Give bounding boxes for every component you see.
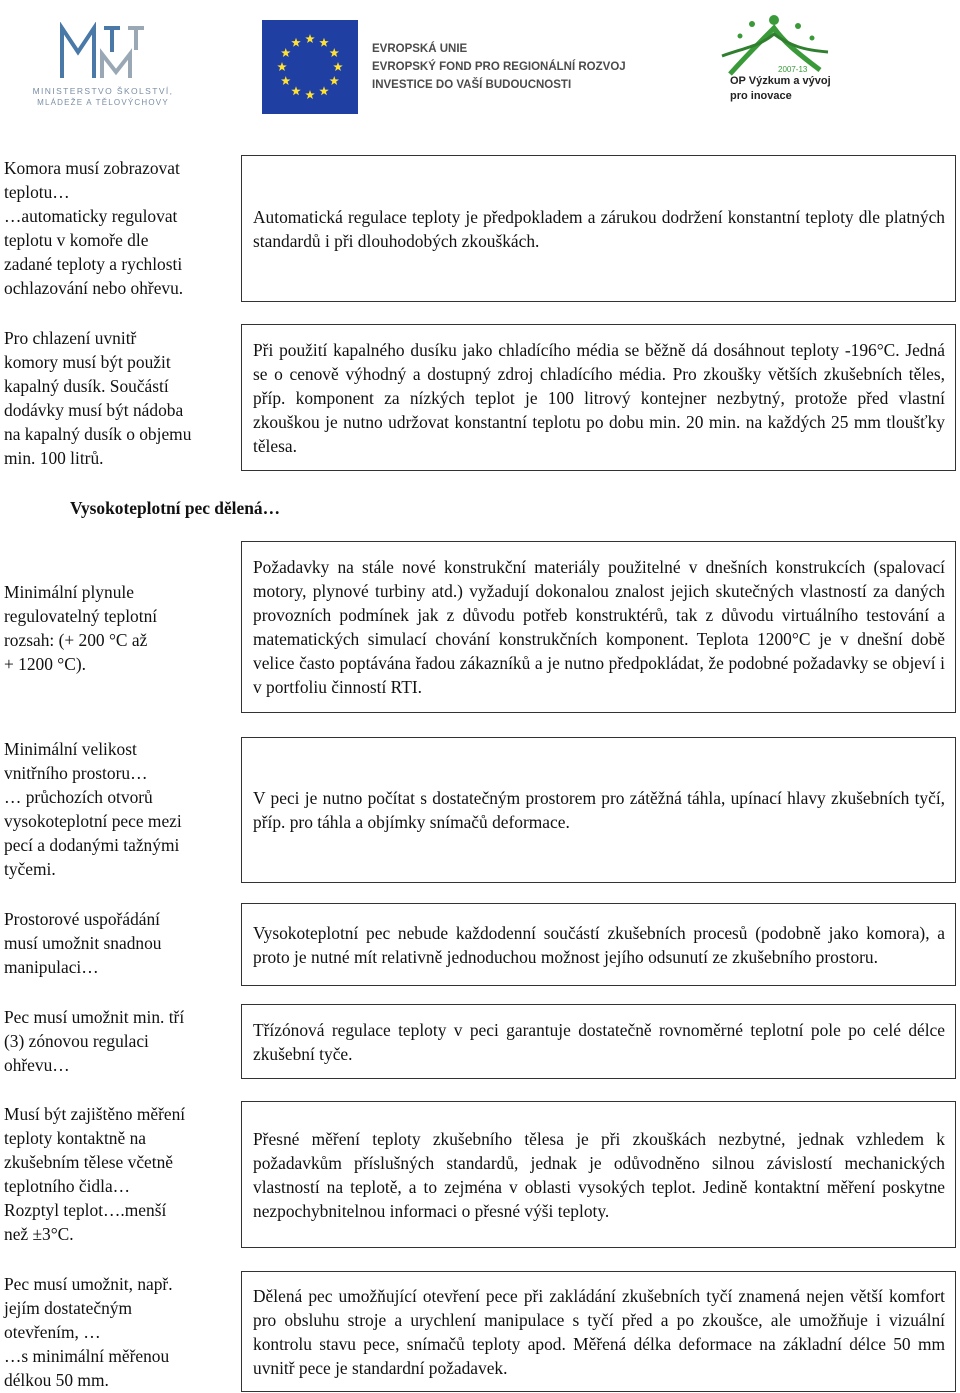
explanation-box xyxy=(241,1271,956,1392)
label-line: Minimální velikost xyxy=(4,739,137,759)
op-figure-icon xyxy=(700,12,840,76)
label-line: Prostorové uspořádání xyxy=(4,909,161,929)
label-line: vysokoteplotní pece mezi xyxy=(4,811,182,831)
label-line: rozsah: (+ 200 °C až xyxy=(4,630,148,650)
label-line: Musí být zajištěno měření xyxy=(4,1104,186,1124)
label-line: ohřevu… xyxy=(4,1055,70,1075)
explanation-box xyxy=(241,1004,956,1079)
label-line: ochlazování nebo ohřevu. xyxy=(4,278,184,298)
explanation-text: V peci je nutno počítat s dostatečným prostorem pro zátěžná táhla, upínací hlavy zkušebních tyčí, příp. pro táhla a objímky snímačů deformace. xyxy=(253,788,945,832)
label-line: musí umožnit snadnou xyxy=(4,933,162,953)
label-line: otevřením, … xyxy=(4,1322,101,1342)
requirement-label xyxy=(4,737,230,881)
label-line: …s minimální měřenou xyxy=(4,1346,170,1366)
label-line: délkou 50 mm. xyxy=(4,1370,109,1390)
label-line: Minimální plynule xyxy=(4,582,134,602)
label-line: Pro chlazení uvnitř xyxy=(4,328,137,348)
label-line: + 1200 °C). xyxy=(4,654,86,674)
label-line: tyčemi. xyxy=(4,859,56,879)
explanation-box xyxy=(241,541,956,713)
label-line: teploty kontaktně na xyxy=(4,1128,146,1148)
explanation-text: Vysokoteplotní pec nebude každodenní součástí zkušebních procesů (podobně jako komora), a proto je nutné mít relativně jednoduchou možnost jejího odsunutí ze zkušebního prostoru. xyxy=(253,922,945,967)
label-line: regulovatelný teplotní xyxy=(4,606,158,626)
op-line2: pro inovace xyxy=(730,90,792,102)
label-line: na kapalný dusík o objemu xyxy=(4,424,192,444)
requirement-label xyxy=(4,1272,230,1392)
label-line: teplotního čidla… xyxy=(4,1176,131,1196)
eu-logo xyxy=(262,20,662,120)
label-line: dodávky musí být nádoba xyxy=(4,400,184,420)
label-line: manipulaci… xyxy=(4,957,99,977)
explanation-text: Třízónová regulace teploty v peci garantuje dostatečně rovnoměrné teplotní pole po celé délce zkušební tyče. xyxy=(253,1019,945,1064)
label-line: teplotu… xyxy=(4,182,70,202)
requirement-label xyxy=(4,1102,230,1246)
label-line: Pec musí umožnit min. tří xyxy=(4,1007,185,1027)
label-line: kapalný dusík. Součástí xyxy=(4,376,169,396)
msmt-line1: MINISTERSTVO ŠKOLSTVÍ, xyxy=(32,86,174,96)
explanation-text: Automatická regulace teploty je předpokladem a zárukou dodržení konstantní teploty dle platných standardů i při dlouhodobých zkouškách. xyxy=(253,206,945,251)
explanation-text: Dělená pec umožňující otevření pece při zakládání zkušebních tyčí znamená nejen větší komfort pro obsluhu stroje a urychlení manipulace s tyčí před a po zkoušce, ale umožňuje i vizuální kontrolu stavu pece, snímačů teploty apod. Měřená délka deformace na základní délce 50 mm uvnitř pece je standardní požadavek. xyxy=(253,1285,945,1378)
requirement-label xyxy=(4,580,230,676)
label-line: teplotu v komoře dle xyxy=(4,230,149,250)
explanation-box xyxy=(241,1101,956,1248)
op-logo xyxy=(700,12,840,112)
msmt-line2: MLÁDEŽE A TĚLOVÝCHOVY xyxy=(37,98,169,107)
op-line1: OP Výzkum a vývoj xyxy=(730,75,831,87)
label-line: Rozptyl teplot….menší xyxy=(4,1200,167,1220)
label-line: komory musí být použit xyxy=(4,352,171,372)
explanation-box xyxy=(241,155,956,302)
explanation-box xyxy=(241,324,956,471)
label-line: (3) zónovou regulaci xyxy=(4,1031,149,1051)
label-line: zkušebním tělese včetně xyxy=(4,1152,174,1172)
msmt-logo xyxy=(18,22,188,112)
requirement-label xyxy=(4,907,230,979)
eu-line2: EVROPSKÝ FOND PRO REGIONÁLNÍ ROZVOJ xyxy=(372,61,626,73)
label-line: vnitřního prostoru… xyxy=(4,763,148,783)
label-line: zadané teploty a rychlosti xyxy=(4,254,183,274)
label-line: Komora musí zobrazovat xyxy=(4,158,180,178)
op-badge: 2007-13 xyxy=(778,65,808,74)
requirement-label xyxy=(4,156,230,300)
label-line: …automaticky regulovat xyxy=(4,206,178,226)
label-line: pecí a dodanými tažnými xyxy=(4,835,180,855)
label-line: Pec musí umožnit, např. xyxy=(4,1274,173,1294)
eu-text xyxy=(372,40,626,94)
label-line: min. 100 litrů. xyxy=(4,448,104,468)
explanation-text: Při použití kapalného dusíku jako chladícího média se běžně dá dosáhnout teploty -196°C. Jedná se o cenově výhodný a dostupný zdroj chladícího média. Pro zkoušky větších zkušebních těles, příp. komponent za nízkých teplot je 100 litrový kontejner nezbytný, protože před vlastní zkouškou je nutno udržovat konstantní teplotu po dobu min. 20 min. na každých 25 mm tloušťky tělesa. xyxy=(253,339,945,456)
msmt-emblem-icon xyxy=(58,22,148,82)
eu-line1: EVROPSKÁ UNIE xyxy=(372,43,468,55)
eu-flag-icon xyxy=(262,20,358,114)
label-line: než ±3°C. xyxy=(4,1224,74,1244)
label-line: … průchozích otvorů xyxy=(4,787,153,807)
op-text xyxy=(730,74,831,104)
label-line: jejím dostatečným xyxy=(4,1298,132,1318)
explanation-text: Přesné měření teploty zkušebního tělesa je při zkouškách nezbytné, jednak vzhledem k požadavkům příslušných standardů, jednak je odůvodněno silnou závislostí mechanických vlastností na teplotě, a to zejména v oblasti vysokých teplot. Jedině kontaktní měření poskytne nezpochybnitelnou informaci o přesné výši teploty. xyxy=(253,1128,945,1221)
explanation-box xyxy=(241,903,956,986)
eu-line3: INVESTICE DO VAŠÍ BUDOUCNOSTI xyxy=(372,79,572,91)
requirement-label xyxy=(4,1005,230,1077)
section-heading: Vysokoteplotní pec dělená… xyxy=(70,498,280,518)
requirement-label xyxy=(4,326,230,470)
explanation-box xyxy=(241,737,956,883)
explanation-text: Požadavky na stále nové konstrukční materiály použitelné v dnešních konstrukcích (spalovací motory, plynové turbiny atd.) vyžadují dokonalou znalost jejich skutečných vlastností za daných provozních podmínek jak z důvodu potřeb konstruktérů, tak z důvodu virtuálního testování a matematických simulací chování konstrukčních komponent. Teplota 1200°C je v dnešní době velice často poptávána řadou zákazníků a je nutno předpokládat, že podobné požadavky se objeví i v portfoliu činností RTI. xyxy=(253,557,945,697)
